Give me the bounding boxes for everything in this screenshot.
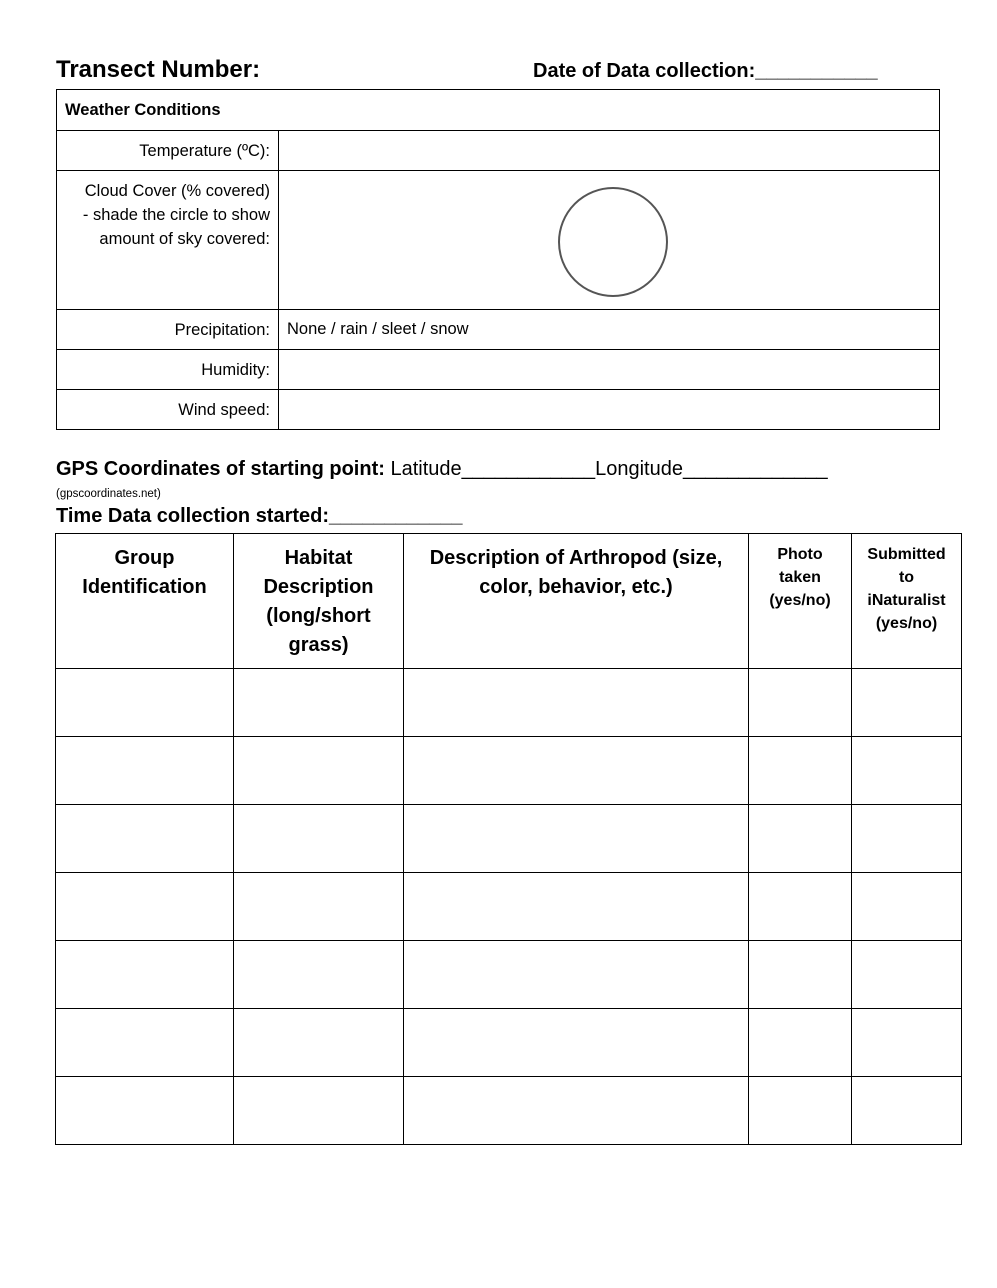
col-habitat-line-4: grass) bbox=[288, 634, 349, 656]
col-group-line-2: Identification bbox=[82, 576, 207, 598]
arthropod-data-table bbox=[55, 533, 962, 1145]
table-cell[interactable] bbox=[234, 1077, 404, 1145]
col-habitat-line-2: Description bbox=[263, 576, 374, 598]
cloud-cover-label-line-3: amount of sky covered: bbox=[99, 230, 270, 248]
cloud-cover-circle[interactable] bbox=[558, 187, 668, 297]
col-inat-line-3: iNaturalist bbox=[867, 592, 946, 609]
table-cell[interactable] bbox=[852, 941, 962, 1009]
table-cell[interactable] bbox=[852, 805, 962, 873]
table-row bbox=[56, 737, 962, 805]
col-photo-line-2: taken bbox=[779, 569, 821, 586]
longitude-field[interactable]: Longitude_____________ bbox=[595, 458, 828, 480]
table-row bbox=[56, 1009, 962, 1077]
precipitation-options[interactable]: None / rain / sleet / snow bbox=[279, 310, 940, 350]
col-submitted-inaturalist bbox=[852, 534, 962, 669]
table-row bbox=[56, 873, 962, 941]
table-cell[interactable] bbox=[749, 873, 852, 941]
cloud-cover-label bbox=[57, 171, 279, 310]
table-cell[interactable] bbox=[404, 669, 749, 737]
table-cell[interactable] bbox=[56, 873, 234, 941]
col-inat-line-2: to bbox=[898, 569, 915, 586]
gps-coordinates-label: GPS Coordinates of starting point: bbox=[56, 458, 385, 480]
col-inat-line-4: (yes/no) bbox=[875, 615, 938, 632]
table-cell[interactable] bbox=[404, 873, 749, 941]
table-cell[interactable] bbox=[404, 737, 749, 805]
wind-speed-field[interactable] bbox=[279, 390, 940, 430]
table-cell[interactable] bbox=[234, 941, 404, 1009]
date-of-collection-label: Date of Data collection:___________ bbox=[533, 60, 878, 82]
table-row bbox=[56, 941, 962, 1009]
table-cell[interactable] bbox=[56, 941, 234, 1009]
gps-coordinates-line bbox=[56, 458, 828, 481]
table-cell[interactable] bbox=[404, 805, 749, 873]
table-row bbox=[56, 805, 962, 873]
table-cell[interactable] bbox=[234, 669, 404, 737]
table-cell[interactable] bbox=[234, 737, 404, 805]
col-inat-line-1: Submitted bbox=[867, 546, 946, 563]
col-habitat-description bbox=[234, 534, 404, 669]
transect-number-label: Transect Number: bbox=[56, 56, 261, 83]
table-cell[interactable] bbox=[749, 805, 852, 873]
cloud-cover-label-line-1: Cloud Cover (% covered) bbox=[84, 182, 270, 200]
humidity-label: Humidity: bbox=[57, 350, 279, 390]
col-desc-line-2: color, behavior, etc.) bbox=[479, 576, 673, 598]
table-row bbox=[56, 1077, 962, 1145]
col-photo-line-3: (yes/no) bbox=[769, 592, 831, 609]
table-cell[interactable] bbox=[404, 1009, 749, 1077]
col-group-identification bbox=[56, 534, 234, 669]
table-cell[interactable] bbox=[749, 737, 852, 805]
table-cell[interactable] bbox=[56, 669, 234, 737]
table-cell[interactable] bbox=[56, 1077, 234, 1145]
table-cell[interactable] bbox=[749, 941, 852, 1009]
table-cell[interactable] bbox=[234, 1009, 404, 1077]
table-cell[interactable] bbox=[234, 805, 404, 873]
precipitation-label: Precipitation: bbox=[57, 310, 279, 350]
col-photo-taken bbox=[749, 534, 852, 669]
table-cell[interactable] bbox=[852, 1009, 962, 1077]
table-cell[interactable] bbox=[56, 737, 234, 805]
col-group-line-1: Group bbox=[114, 547, 175, 569]
col-habitat-line-3: (long/short bbox=[266, 605, 371, 627]
weather-conditions-title: Weather Conditions bbox=[57, 90, 940, 131]
table-cell[interactable] bbox=[56, 805, 234, 873]
wind-speed-label: Wind speed: bbox=[57, 390, 279, 430]
table-cell[interactable] bbox=[749, 1077, 852, 1145]
table-cell[interactable] bbox=[852, 669, 962, 737]
table-cell[interactable] bbox=[56, 1009, 234, 1077]
table-cell[interactable] bbox=[404, 941, 749, 1009]
col-habitat-line-1: Habitat bbox=[284, 547, 353, 569]
table-cell[interactable] bbox=[852, 737, 962, 805]
temperature-field[interactable] bbox=[279, 131, 940, 171]
table-cell[interactable] bbox=[852, 1077, 962, 1145]
col-desc-line-1: Description of Arthropod (size, bbox=[429, 547, 723, 569]
table-row bbox=[56, 669, 962, 737]
latitude-field[interactable]: Latitude____________ bbox=[390, 458, 596, 480]
table-cell[interactable] bbox=[749, 669, 852, 737]
weather-conditions-table bbox=[56, 89, 940, 430]
col-arthropod-description bbox=[404, 534, 749, 669]
table-header-row bbox=[56, 534, 962, 669]
table-cell[interactable] bbox=[852, 873, 962, 941]
table-cell[interactable] bbox=[234, 873, 404, 941]
temperature-label: Temperature (ºC): bbox=[57, 131, 279, 171]
humidity-field[interactable] bbox=[279, 350, 940, 390]
cloud-cover-label-line-2: - shade the circle to show bbox=[82, 206, 270, 224]
time-started-label: Time Data collection started:____________ bbox=[56, 505, 463, 527]
table-cell[interactable] bbox=[404, 1077, 749, 1145]
col-photo-line-1: Photo bbox=[777, 546, 823, 563]
cloud-cover-field bbox=[279, 171, 940, 310]
table-cell[interactable] bbox=[749, 1009, 852, 1077]
gps-source-note: (gpscoordinates.net) bbox=[56, 488, 161, 500]
